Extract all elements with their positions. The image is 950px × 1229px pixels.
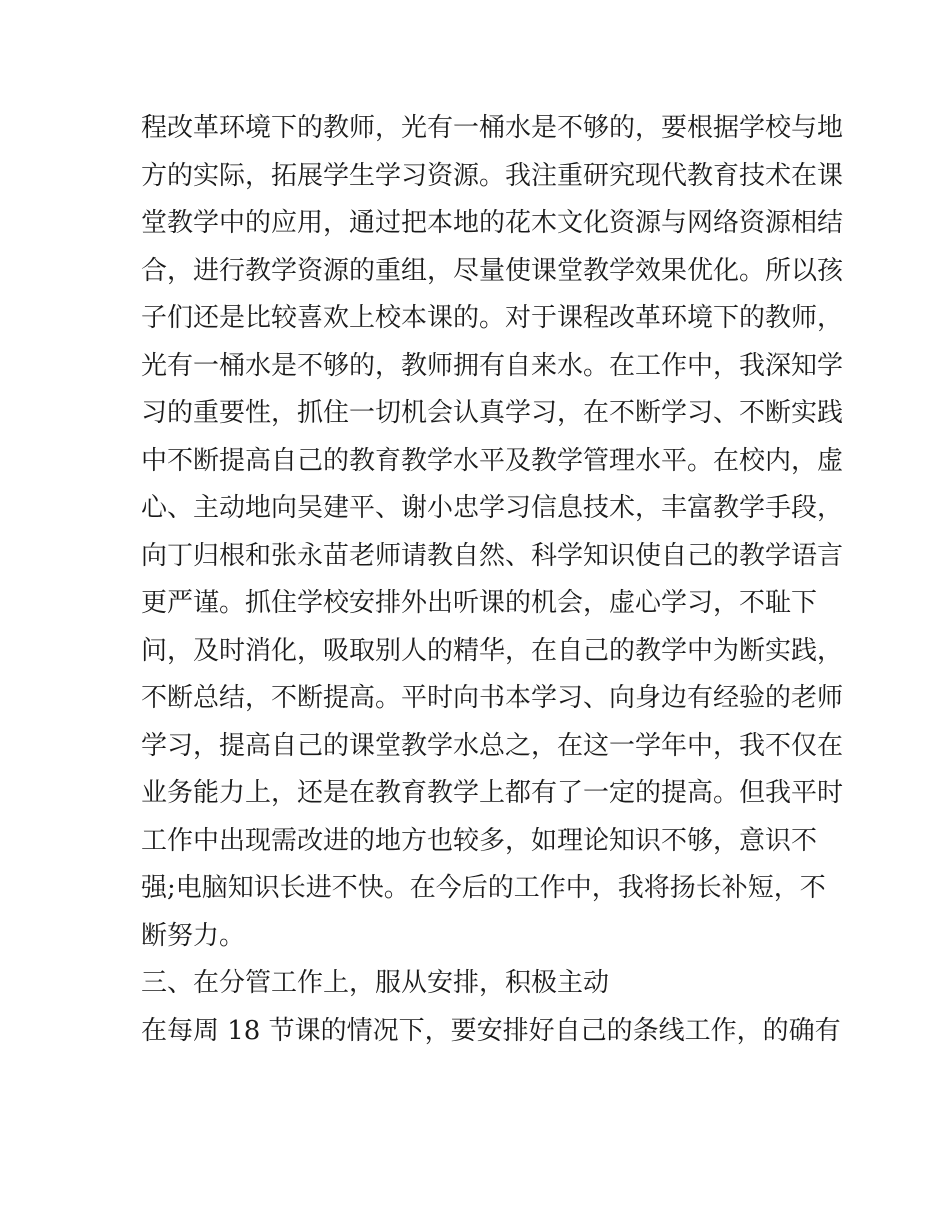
text-line: 不断总结，不断提高。平时向书本学习、向身边有经验的老师	[141, 683, 844, 713]
body-text	[141, 105, 844, 1055]
text-line: 断努力。	[141, 920, 246, 951]
text-line: 强;电脑知识长进不快。在今后的工作中，我将扬长补短，不	[141, 873, 826, 903]
text-line: 习的重要性，抓住一切机会认真学习，在不断学习、不断实践	[141, 398, 844, 428]
text-line: 工作中出现需改进的地方也较多，如理论知识不够，意识不	[141, 825, 818, 856]
text-line: 合，进行教学资源的重组，尽量使课堂教学效果优化。所以孩	[141, 255, 844, 286]
text-line: 心、主动地向吴建平、谢小忠学习信息技术，丰富教学手段，	[141, 493, 844, 523]
text-line: 向丁归根和张永苗老师请教自然、科学知识使自己的教学语言	[141, 540, 844, 571]
text-line: 子们还是比较喜欢上校本课的。对于课程改革环境下的教师，	[141, 303, 844, 333]
text-line: 学习，提高自己的课堂教学水总之，在这一学年中，我不仅在	[141, 730, 844, 761]
text-line: 问，及时消化，吸取别人的精华，在自己的教学中为断实践，	[141, 635, 844, 666]
text-line: 更严谨。抓住学校安排外出听课的机会，虚心学习，不耻下	[141, 588, 818, 618]
section-heading: 三、在分管工作上，服从安排，积极主动	[141, 968, 610, 998]
text-line: 方的实际，拓展学生学习资源。我注重研究现代教育技术在课	[141, 160, 844, 191]
text-line: 中不断提高自己的教育教学水平及教学管理水平。在校内，虚	[141, 445, 844, 476]
text-line: 程改革环境下的教师，光有一桶水是不够的，要根据学校与地	[141, 113, 844, 143]
text-line: 在每周 18 节课的情况下，要安排好自己的条线工作，的确有	[141, 1015, 841, 1046]
text-line: 业务能力上，还是在教育教学上都有了一定的提高。但我平时	[141, 778, 844, 808]
text-line: 光有一桶水是不够的，教师拥有自来水。在工作中，我深知学	[141, 350, 844, 381]
text-line: 堂教学中的应用，通过把本地的花木文化资源与网络资源相结	[141, 208, 844, 238]
